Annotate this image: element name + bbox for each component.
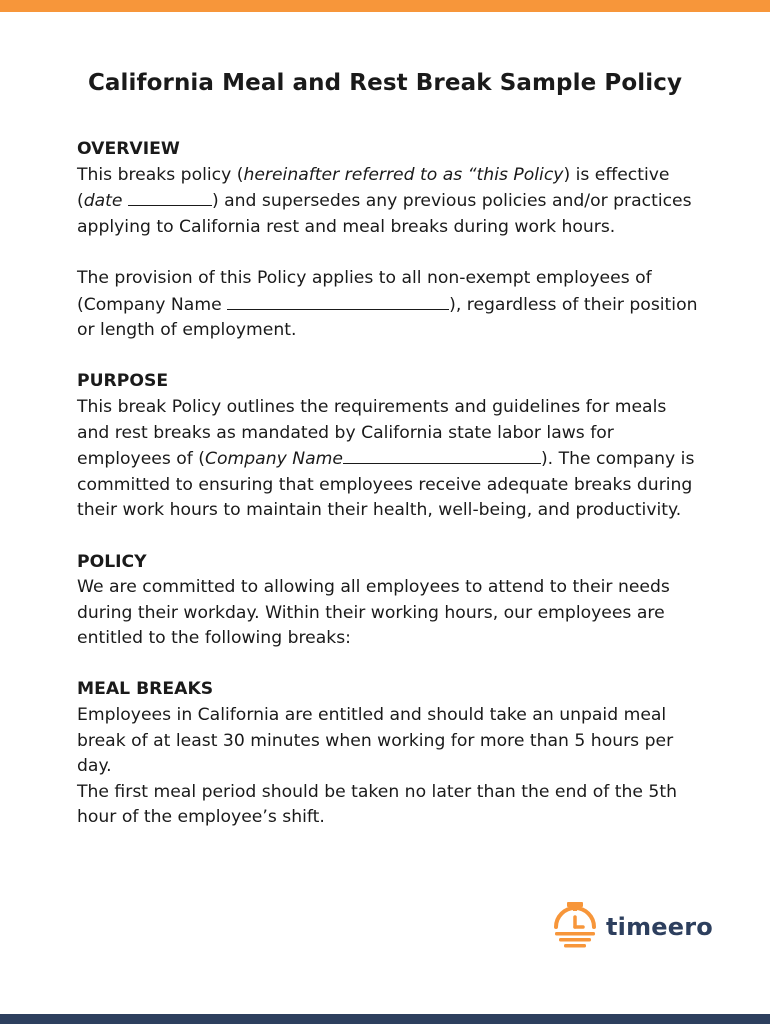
purpose-text-c: ). The company is committed to ensuring that employees receive adequate breaks during their work hours to maintain their health, well-being, and productivity. xyxy=(77,449,695,521)
purpose-paragraph xyxy=(77,395,702,524)
meal-breaks-paragraph-1: Employees in California are entitled and should take an unpaid meal break of at least 30 minutes when working for more than 5 hours per day. xyxy=(77,705,674,777)
bottom-accent-bar xyxy=(0,1014,770,1024)
policy-paragraph: We are committed to allowing all employees to attend to their needs during their workday. Within their working hours, our employees are entitled to the following breaks: xyxy=(77,577,670,649)
meal-breaks-heading: MEAL BREAKS xyxy=(77,679,214,700)
company-name-blank-2 xyxy=(343,446,541,464)
overview-text-h: ), regardless of their position or length of employment. xyxy=(77,294,698,341)
policy-body xyxy=(77,137,702,831)
overview-text-b: hereinafter referred to as “this Policy xyxy=(243,164,564,185)
purpose-text-a: This break Policy outlines the requirements and guidelines for meals and rest breaks as mandated by California state labor laws for employees of ( xyxy=(77,396,667,470)
policy-heading: POLICY xyxy=(77,551,147,572)
timeero-logo xyxy=(552,901,713,953)
overview-text-a: This breaks policy ( xyxy=(77,164,244,185)
overview-paragraph-2 xyxy=(77,266,702,344)
clock-icon xyxy=(552,901,598,953)
company-name-blank xyxy=(227,292,449,310)
overview-paragraph-1 xyxy=(77,163,702,241)
page-title: California Meal and Rest Break Sample Policy xyxy=(87,70,683,96)
overview-text-f: ) and supersedes any previous policies and/or practices applying to California rest and meal breaks during work hours. xyxy=(77,191,692,237)
overview-text-c: ) is effective xyxy=(563,164,670,185)
date-label: date xyxy=(83,191,123,212)
meal-breaks-paragraph-2: The first meal period should be taken no later than the end of the 5th hour of the employee’s shift. xyxy=(77,781,678,828)
logo-wordmark: timeero xyxy=(606,913,713,941)
overview-text-g: The provision of this Policy applies to all non-exempt employees of (Company Name xyxy=(77,267,652,315)
top-accent-bar xyxy=(0,0,770,12)
date-blank xyxy=(128,188,212,206)
overview-text-d: ( xyxy=(77,191,84,212)
purpose-heading: PURPOSE xyxy=(77,371,169,392)
company-name-label: Company Name xyxy=(205,449,343,470)
overview-heading: OVERVIEW xyxy=(77,139,180,159)
